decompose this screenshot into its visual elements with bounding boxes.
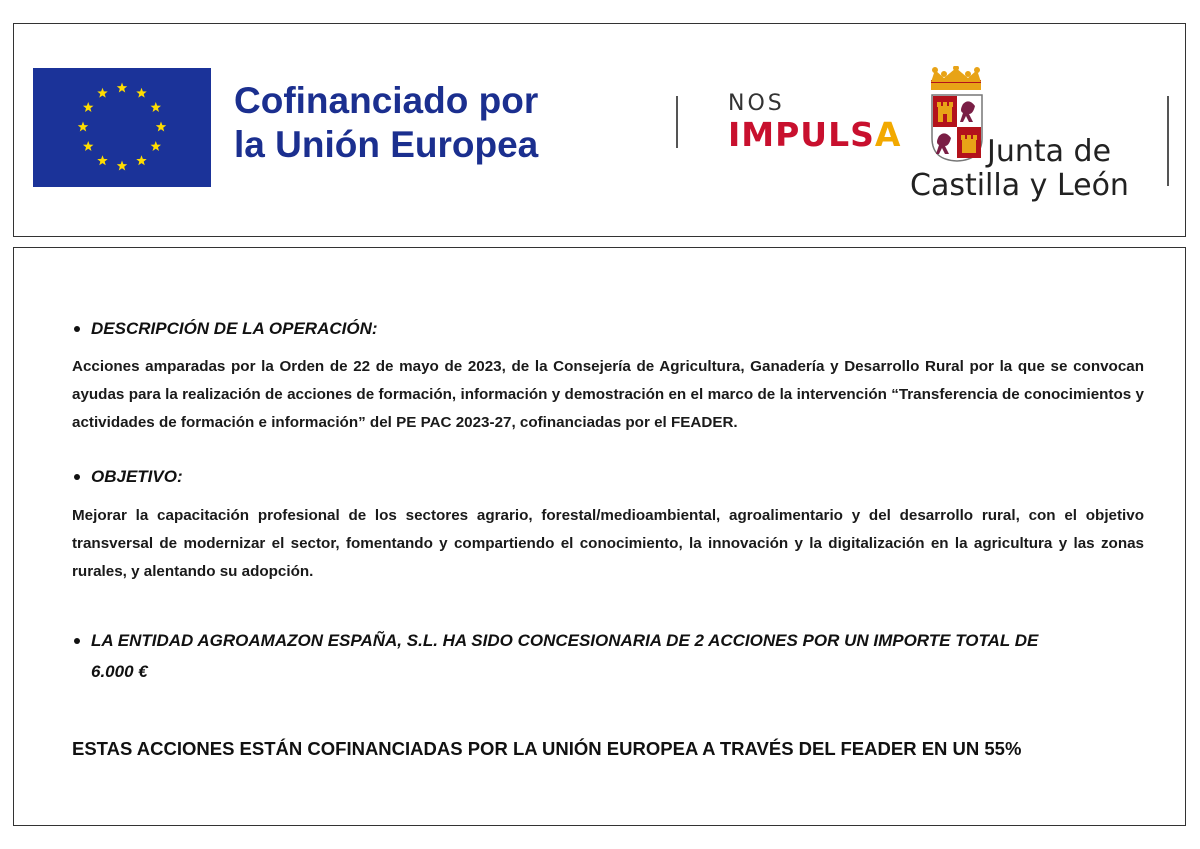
cofinancing-statement: ESTAS ACCIONES ESTÁN COFINANCIADAS POR LA UNIÓN EUROPEA A TRAVÉS DEL FEADER EN UN 55%	[72, 738, 1022, 759]
description-heading	[72, 319, 378, 339]
eu-title-line2: la Unión Europea	[234, 124, 539, 165]
eu-star-icon	[151, 141, 161, 151]
eu-star-icon	[136, 155, 146, 165]
objective-heading	[72, 467, 183, 487]
eu-star-icon	[151, 102, 161, 112]
operation-info-panel	[13, 247, 1186, 826]
nos-text: NOS	[728, 91, 785, 116]
eu-star-icon	[117, 161, 127, 171]
bullet-icon	[74, 326, 80, 332]
castilla-leon-shield-icon	[931, 94, 983, 162]
eu-star-icon	[136, 88, 146, 98]
logo-divider-right	[1167, 96, 1169, 186]
eu-star-icon	[117, 83, 127, 93]
description-heading-text: DESCRIPCIÓN DE LA OPERACIÓN:	[91, 319, 378, 338]
impulsa-end: A	[874, 115, 902, 154]
impulsa-text	[728, 115, 902, 154]
eu-star-icon	[78, 122, 88, 132]
nos-impulsa-logo	[728, 91, 902, 162]
crown-icon	[927, 66, 985, 92]
objective-text: Mejorar la capacitación profesional de los sectores agrario, forestal/medioambiental, agroalimentario y del desarrollo rural, con el objetivo transversal de modernizar el sector, fomentando y compartiendo el conocimiento, la innovación y la digitalización en la agricultura y las zonas rurales, y alentando su adopción.	[72, 507, 1144, 580]
header-logos-panel	[13, 23, 1186, 237]
impulsa-main: IMPULS	[728, 115, 875, 154]
eu-cofinanciado-title	[234, 79, 654, 167]
description-text: Acciones amparadas por la Orden de 22 de mayo de 2023, de la Consejería de Agricultura, Ganadería y Desarrollo Rural por la que se convocan ayudas para la realización de acciones de formación, información y demostración en el marco de la intervención “Transferencia de conocimientos y actividades de formación e información” del PE PAC 2023-27, cofinanciadas por el FEADER.	[72, 358, 1144, 431]
entity-text: LA ENTIDAD AGROAMAZON ESPAÑA, S.L. HA SIDO CONCESIONARIA DE 2 ACCIONES POR UN IMPORTE TOTAL DE	[91, 631, 1039, 650]
bullet-icon	[74, 474, 80, 480]
jcyl-line1: Junta de	[987, 134, 1112, 169]
junta-castilla-leon-logo	[907, 66, 1137, 201]
eu-flag-logo	[33, 68, 211, 187]
entity-amount: 6.000 €	[91, 662, 148, 681]
eu-star-icon	[97, 155, 107, 165]
eu-star-icon	[156, 122, 166, 132]
eu-star-icon	[83, 141, 93, 151]
eu-star-icon	[83, 102, 93, 112]
eu-stars-icon	[33, 68, 211, 187]
jcyl-line2: Castilla y León	[910, 168, 1129, 203]
eu-title-line1: Cofinanciado por	[234, 80, 539, 121]
entity-grant-statement	[72, 625, 1152, 687]
eu-star-icon	[97, 88, 107, 98]
bullet-icon	[74, 638, 80, 644]
logo-divider	[676, 96, 678, 148]
objective-heading-text: OBJETIVO:	[91, 467, 183, 486]
